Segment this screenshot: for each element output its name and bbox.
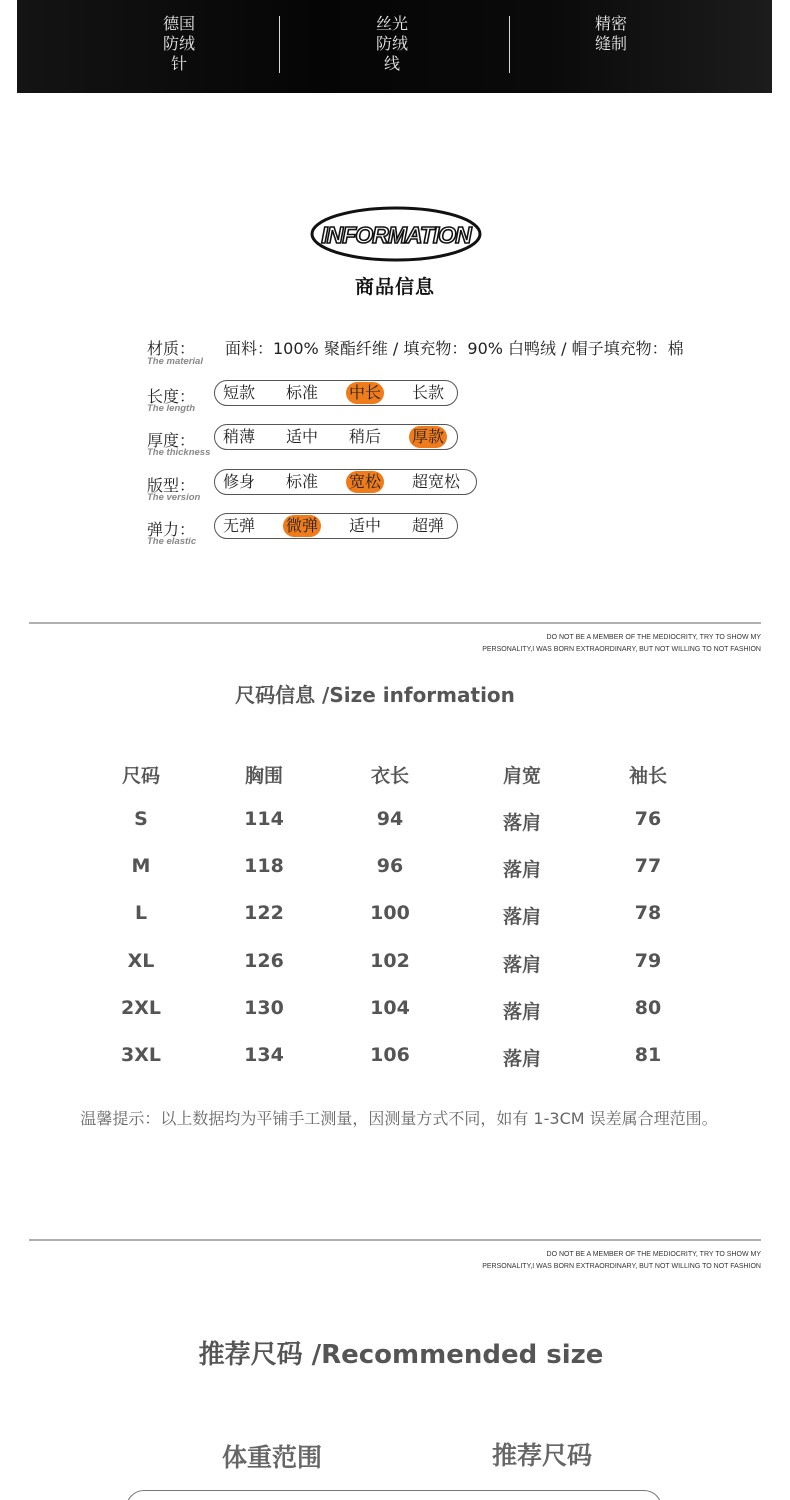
column-header: 肩宽 bbox=[502, 765, 541, 787]
table-cell: 76 bbox=[634, 808, 662, 830]
option-chip: 标准 bbox=[286, 472, 319, 491]
attr-label: 长度： bbox=[147, 387, 196, 406]
weight-range-header: 体重范围 bbox=[221, 1443, 322, 1472]
feature-thread: 丝光 防绒 线 bbox=[375, 14, 408, 73]
table-cell: 122 bbox=[244, 902, 284, 924]
table-cell: L bbox=[134, 902, 148, 924]
measurement-tip: 温馨提示：以上数据均为平铺手工测量，因测量方式不同，如有 1-3CM 误差属合理范围。 bbox=[80, 1109, 718, 1128]
attr-en: The thickness bbox=[147, 447, 211, 458]
option-chip: 超宽松 bbox=[412, 472, 461, 491]
option-chip: 中长 bbox=[346, 382, 384, 404]
attr-label: 厚度： bbox=[147, 431, 196, 450]
table-cell: M bbox=[131, 855, 151, 877]
column-header: 袖长 bbox=[628, 765, 667, 787]
slogan-text: DO NOT BE A MEMBER OF THE MEDIOCRITY, TRY TO SHOW MY PERSONALITY,I WAS BORN EXTRAORDINARY, BUT NOT WILLING TO NOT FASHION bbox=[482, 634, 761, 653]
attr-en: The version bbox=[147, 492, 201, 503]
table-cell: 126 bbox=[244, 950, 284, 972]
attr-en: The elastic bbox=[147, 536, 197, 547]
table-cell: 104 bbox=[370, 997, 410, 1019]
table-cell: 落肩 bbox=[502, 812, 541, 834]
option-chip: 无弹 bbox=[223, 516, 256, 535]
table-cell: 114 bbox=[244, 808, 284, 830]
attr-label: 弹力： bbox=[147, 520, 196, 539]
option-chip: 厚款 bbox=[409, 426, 447, 448]
recommended-size-header: 推荐尺码 bbox=[491, 1441, 592, 1470]
recommended-row-box bbox=[126, 1490, 662, 1500]
size-info-title: 尺码信息 /Size information bbox=[235, 683, 515, 707]
slogan-text: DO NOT BE A MEMBER OF THE MEDIOCRITY, TRY TO SHOW MY PERSONALITY,I WAS BORN EXTRAORDINARY, BUT NOT WILLING TO NOT FASHION bbox=[482, 1251, 761, 1270]
option-chip: 宽松 bbox=[346, 471, 384, 493]
option-chip: 长款 bbox=[412, 383, 445, 402]
table-cell: S bbox=[134, 808, 148, 830]
table-cell: XL bbox=[127, 950, 155, 972]
table-cell: 78 bbox=[634, 902, 662, 924]
table-cell: 77 bbox=[634, 855, 662, 877]
table-cell: 落肩 bbox=[502, 954, 541, 976]
option-chip: 适中 bbox=[286, 427, 319, 446]
column-header: 尺码 bbox=[121, 765, 160, 787]
attr-label: 版型： bbox=[147, 476, 196, 495]
table-cell: 118 bbox=[244, 855, 284, 877]
material-en: The material bbox=[147, 356, 203, 367]
table-cell: 落肩 bbox=[502, 859, 541, 881]
divider bbox=[279, 16, 280, 73]
table-cell: 130 bbox=[244, 997, 284, 1019]
table-cell: 81 bbox=[634, 1044, 662, 1066]
table-cell: 106 bbox=[370, 1044, 410, 1066]
column-header: 胸围 bbox=[244, 765, 283, 787]
table-cell: 落肩 bbox=[502, 1048, 541, 1070]
logo-text: INFORMATION bbox=[321, 222, 471, 248]
option-chip: 标准 bbox=[286, 383, 319, 402]
attr-en: The length bbox=[147, 403, 196, 414]
option-chip: 微弹 bbox=[283, 515, 321, 537]
option-chip: 短款 bbox=[223, 383, 256, 402]
option-chip: 超弹 bbox=[412, 516, 445, 535]
table-cell: 3XL bbox=[121, 1044, 161, 1066]
table-cell: 79 bbox=[634, 950, 662, 972]
table-cell: 96 bbox=[376, 855, 404, 877]
material-value: 面料：100% 聚酯纤维 / 填充物：90% 白鸭绒 / 帽子填充物：棉 bbox=[225, 339, 684, 358]
option-chip: 修身 bbox=[223, 472, 256, 491]
section-divider bbox=[29, 622, 761, 624]
table-cell: 102 bbox=[370, 950, 410, 972]
table-cell: 落肩 bbox=[502, 906, 541, 928]
feature-sewing: 精密 缝制 bbox=[594, 14, 627, 53]
feature-banner bbox=[17, 0, 772, 93]
table-cell: 94 bbox=[376, 808, 404, 830]
table-cell: 落肩 bbox=[502, 1001, 541, 1023]
option-chip: 稍薄 bbox=[223, 427, 256, 446]
information-logo bbox=[308, 205, 484, 263]
table-cell: 80 bbox=[634, 997, 662, 1019]
column-header: 衣长 bbox=[370, 765, 409, 787]
info-subtitle: 商品信息 bbox=[354, 276, 435, 298]
recommended-title: 推荐尺码 /Recommended size bbox=[198, 1340, 604, 1370]
option-chip: 适中 bbox=[349, 516, 382, 535]
option-chip: 稍后 bbox=[349, 427, 382, 446]
table-cell: 100 bbox=[370, 902, 410, 924]
feature-needle: 德国 防绒 针 bbox=[162, 14, 195, 73]
material-label: 材质： bbox=[147, 339, 196, 358]
section-divider bbox=[29, 1239, 761, 1241]
divider bbox=[509, 16, 510, 73]
table-cell: 134 bbox=[244, 1044, 284, 1066]
table-cell: 2XL bbox=[121, 997, 161, 1019]
